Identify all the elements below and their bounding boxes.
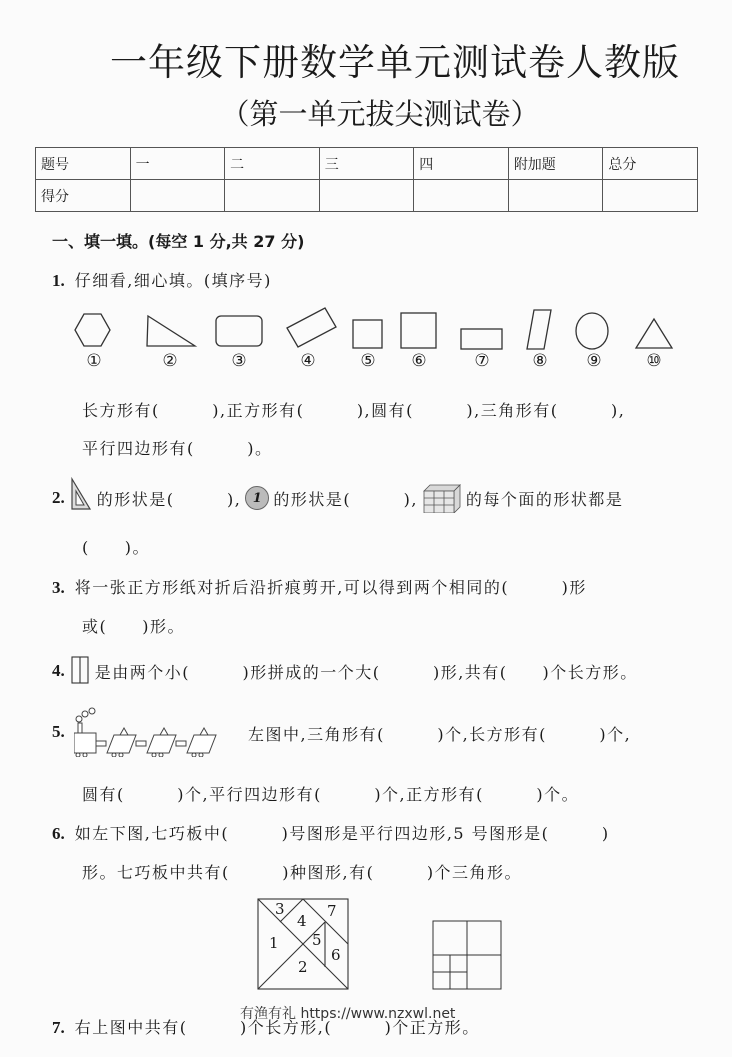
shape-label: ⑧: [532, 351, 548, 371]
question-text: 如左下图,七巧板中( )号图形是平行四边形,5 号图形是( ): [74, 824, 610, 843]
shape-label: ④: [300, 351, 316, 371]
score-input-cell[interactable]: [319, 180, 414, 212]
score-input-cell[interactable]: [603, 180, 698, 212]
question-text: 的形状是( ),: [273, 489, 418, 509]
score-input-cell[interactable]: [130, 180, 225, 212]
square-shape-6: [401, 313, 436, 348]
question-6-line-2: 形。七巧板中共有( )种图形,有( )个三角形。: [82, 863, 523, 882]
tangram-label: 4: [297, 912, 307, 930]
score-input-cell[interactable]: [225, 180, 320, 212]
shape-label: ⑦: [474, 351, 490, 371]
question-1-line-2: 平行四边形有( )。: [82, 439, 273, 458]
score-table: [35, 147, 698, 212]
question-5-line-2: 圆有( )个,平行四边形有( )个,正方形有( )个。: [82, 785, 580, 804]
parallelogram-shape: [527, 310, 551, 349]
train-figure: [74, 697, 244, 757]
rectangle-shape-7: [461, 329, 502, 349]
two-rectangles-icon: [71, 656, 89, 684]
question-text: 右上图中共有( )个长方形,( )个正方形。: [74, 1018, 480, 1037]
shape-label: ⑥: [411, 351, 427, 371]
question-number: 6.: [52, 824, 65, 843]
tilted-rectangle-shape: [287, 308, 336, 347]
tangram-label: 7: [327, 902, 337, 920]
page-title: 一年级下册数学单元测试卷人教版: [110, 41, 680, 84]
score-table-header-row: [36, 148, 698, 180]
rubiks-cube-icon: [422, 483, 462, 513]
coin-icon: 1: [245, 486, 269, 510]
question-5-number-wrap: [52, 722, 75, 742]
square-shape-5: [353, 320, 382, 348]
shapes-row: [60, 306, 720, 376]
question-1-line-1: 长方形有( ),正方形有( ),圆有( ),三角形有( ),: [82, 401, 626, 420]
question-text: 的形状是( ),: [96, 489, 242, 509]
set-square-icon: [69, 477, 91, 511]
watermark: 有渔有礼 https://www.nzxwl.net: [240, 1006, 456, 1022]
shape-label: ①: [86, 351, 102, 371]
question-text: 将一张正方形纸对折后沿折痕剪开,可以得到两个相同的( )形: [74, 578, 587, 597]
shape-label: ②: [162, 351, 178, 371]
hexagon-shape: [75, 314, 110, 346]
shape-label: ⑩: [646, 351, 662, 371]
rectangles-grid-figure: [432, 920, 502, 991]
question-text: 仔细看,细心填。(填序号): [74, 271, 272, 290]
section-heading: 一、填一填。(每空 1 分,共 27 分): [52, 232, 305, 251]
shape-label: ③: [231, 351, 247, 371]
question-text: 的每个面的形状都是: [465, 489, 624, 509]
question-2-line-2: ( )。: [82, 538, 150, 557]
question-number: 1.: [52, 271, 65, 290]
tangram-label: 6: [331, 946, 341, 964]
table-cell: 附加题: [508, 148, 603, 180]
tangram-label: 1: [269, 934, 279, 952]
shape-label: ⑨: [586, 351, 602, 371]
question-number: 3.: [52, 578, 65, 597]
question-number: 2.: [52, 488, 65, 507]
table-cell: 一: [130, 148, 225, 180]
tangram-label: 5: [312, 931, 322, 949]
question-3-line-1: [52, 575, 587, 598]
question-6-line-1: [52, 821, 610, 844]
circle-shape: [576, 313, 608, 349]
table-cell: 得分: [36, 180, 131, 212]
table-cell: 四: [414, 148, 509, 180]
question-2-line-1: [52, 483, 623, 513]
question-number: 5.: [52, 722, 65, 741]
tangram-label: 3: [275, 900, 285, 918]
right-triangle-shape: [147, 316, 195, 346]
table-cell: 三: [319, 148, 414, 180]
table-cell: 二: [225, 148, 320, 180]
question-4-line: [52, 658, 638, 684]
question-number: 4.: [52, 661, 65, 680]
question-5-line-1: 左图中,三角形有( )个,长方形有( )个,: [248, 725, 632, 744]
table-cell: 总分: [603, 148, 698, 180]
score-input-cell[interactable]: [508, 180, 603, 212]
question-1-prompt: [52, 268, 272, 291]
score-table-score-row: [36, 180, 698, 212]
tangram-label: 2: [298, 958, 308, 976]
question-3-line-2: 或( )形。: [82, 617, 185, 636]
shapes-figure: [60, 306, 720, 351]
question-text: 是由两个小( )形拼成的一个大( )形,共有( )个长方形。: [94, 662, 638, 682]
shape-label: ⑤: [360, 351, 376, 371]
table-cell: 题号: [36, 148, 131, 180]
tangram-figure: [257, 898, 349, 990]
page-subtitle: （第一单元拔尖测试卷）: [220, 97, 540, 131]
triangle-shape: [636, 319, 672, 348]
question-number: 7.: [52, 1018, 65, 1037]
rounded-rectangle-shape: [216, 316, 262, 346]
score-input-cell[interactable]: [414, 180, 509, 212]
